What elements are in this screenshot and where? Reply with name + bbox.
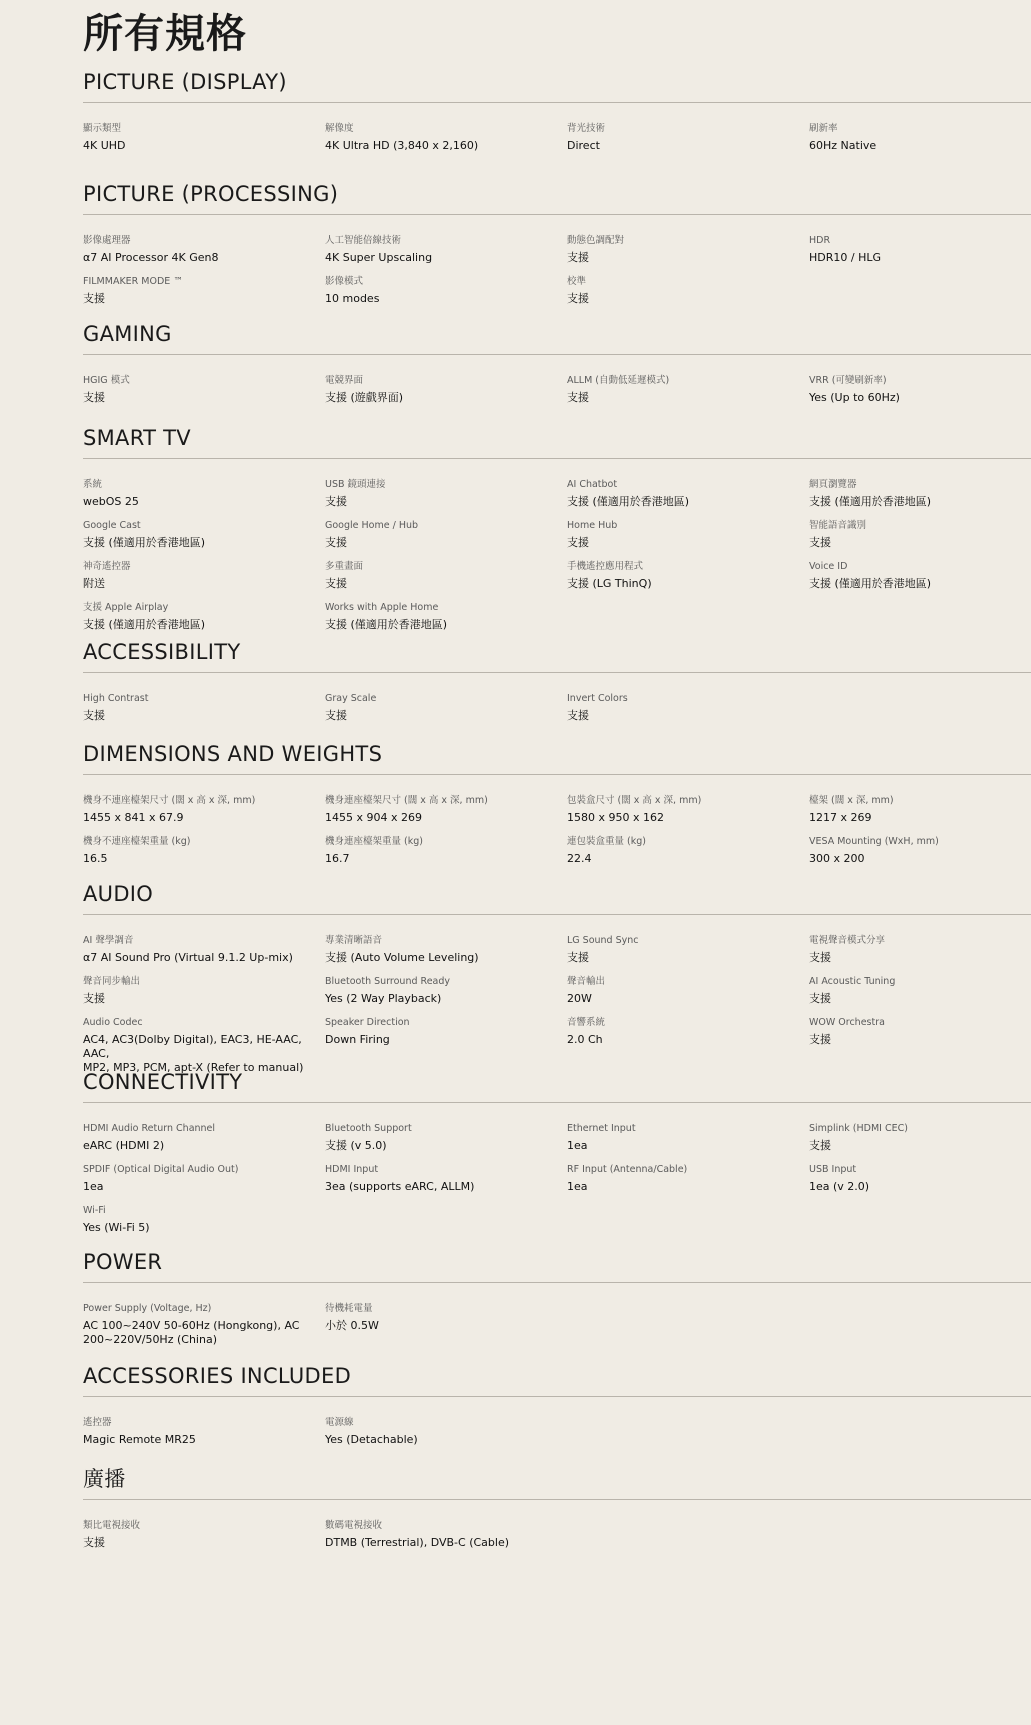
spec-item bbox=[809, 934, 1031, 965]
spec-label: USB 鏡頭連接 bbox=[325, 479, 386, 490]
spec-item bbox=[83, 835, 325, 866]
spec-item bbox=[567, 835, 809, 866]
spec-label: VESA Mounting (WxH, mm) bbox=[809, 836, 939, 847]
spec-label: HDMI Audio Return Channel bbox=[83, 1123, 216, 1134]
spec-item bbox=[325, 794, 567, 825]
spec-item bbox=[325, 1302, 567, 1347]
section-title: GAMING bbox=[83, 322, 172, 346]
spec-value: 支援 bbox=[83, 292, 105, 305]
spec-value: α7 AI Processor 4K Gen8 bbox=[83, 251, 219, 264]
spec-value: Magic Remote MR25 bbox=[83, 1433, 196, 1446]
spec-item bbox=[83, 1302, 325, 1347]
spec-value: 支援 bbox=[567, 951, 589, 964]
spec-value: 4K Super Upscaling bbox=[325, 251, 433, 264]
spec-value: 1ea bbox=[83, 1180, 104, 1193]
spec-value: Yes (Up to 60Hz) bbox=[809, 391, 900, 404]
spec-label: Power Supply (Voltage, Hz) bbox=[83, 1303, 212, 1314]
spec-value: 20W bbox=[567, 992, 592, 1005]
spec-value: 支援 (僅適用於香港地區) bbox=[567, 495, 690, 508]
spec-label: 類比電視接收 bbox=[83, 1520, 141, 1531]
spec-label: 影像模式 bbox=[325, 276, 364, 287]
spec-label: 人工智能倍線技術 bbox=[325, 235, 402, 246]
spec-label: Ethernet Input bbox=[567, 1123, 636, 1134]
spec-item bbox=[325, 835, 567, 866]
spec-value: 3ea (supports eARC, ALLM) bbox=[325, 1180, 475, 1193]
spec-label: 機身不連座檯架尺寸 (闊 x 高 x 深, mm) bbox=[83, 795, 256, 806]
spec-label: Audio Codec bbox=[83, 1017, 143, 1028]
spec-item bbox=[567, 934, 809, 965]
spec-value: 支援 bbox=[83, 1536, 105, 1549]
spec-item bbox=[83, 560, 325, 591]
spec-value: 支援 (僅適用於香港地區) bbox=[809, 495, 932, 508]
spec-item bbox=[83, 374, 325, 405]
spec-item bbox=[809, 975, 1031, 1006]
spec-value: 2.0 Ch bbox=[567, 1033, 603, 1046]
spec-item bbox=[567, 975, 809, 1006]
spec-value: 小於 0.5W bbox=[325, 1319, 379, 1332]
spec-item bbox=[567, 234, 809, 265]
spec-item bbox=[325, 234, 567, 265]
spec-value: 22.4 bbox=[567, 852, 592, 865]
spec-value: 支援 (僅適用於香港地區) bbox=[83, 536, 206, 549]
spec-label: USB Input bbox=[809, 1164, 857, 1175]
spec-item bbox=[325, 1416, 567, 1447]
spec-label: 顯示類型 bbox=[83, 123, 122, 134]
spec-value: 1ea (v 2.0) bbox=[809, 1180, 870, 1193]
spec-value: 支援 bbox=[809, 536, 831, 549]
spec-item bbox=[325, 122, 567, 153]
spec-label: 支援 Apple Airplay bbox=[83, 602, 169, 613]
spec-label: 機身不連座檯架重量 (kg) bbox=[83, 836, 191, 847]
spec-label: Bluetooth Support bbox=[325, 1123, 412, 1134]
spec-label: WOW Orchestra bbox=[809, 1017, 885, 1028]
spec-value: 16.7 bbox=[325, 852, 350, 865]
spec-grid bbox=[83, 1500, 1031, 1560]
spec-section-dimensions-weights bbox=[83, 740, 1031, 876]
spec-label: 聲音輸出 bbox=[567, 976, 606, 987]
spec-value: 支援 (LG ThinQ) bbox=[567, 577, 652, 590]
section-title: CONNECTIVITY bbox=[83, 1070, 243, 1094]
spec-label: 電源線 bbox=[325, 1417, 354, 1428]
spec-label: 待機耗電量 bbox=[325, 1303, 373, 1314]
spec-label: RF Input (Antenna/Cable) bbox=[567, 1164, 688, 1175]
spec-item bbox=[325, 374, 567, 405]
section-title: 廣播 bbox=[83, 1467, 126, 1491]
spec-item bbox=[325, 1163, 567, 1194]
spec-label: 音響系統 bbox=[567, 1017, 606, 1028]
spec-label: ALLM (自動低延遲模式) bbox=[567, 375, 670, 386]
spec-label: 遙控器 bbox=[83, 1417, 112, 1428]
spec-item bbox=[325, 934, 567, 965]
spec-value: 支援 bbox=[567, 709, 589, 722]
spec-value: Yes (2 Way Playback) bbox=[325, 992, 442, 1005]
spec-label: 檯架 (闊 x 深, mm) bbox=[809, 795, 894, 806]
spec-label: 影像處理器 bbox=[83, 235, 131, 246]
spec-value: 1455 x 841 x 67.9 bbox=[83, 811, 184, 824]
section-title: SMART TV bbox=[83, 426, 191, 450]
spec-item bbox=[567, 794, 809, 825]
spec-value: 附送 bbox=[83, 577, 105, 590]
spec-label: Bluetooth Surround Ready bbox=[325, 976, 451, 987]
spec-value: Yes (Detachable) bbox=[325, 1433, 418, 1446]
spec-item bbox=[83, 975, 325, 1006]
spec-value: eARC (HDMI 2) bbox=[83, 1139, 165, 1152]
spec-item bbox=[567, 1016, 809, 1075]
spec-value: 支援 bbox=[325, 577, 347, 590]
spec-label: Voice ID bbox=[809, 561, 848, 572]
spec-label: AI 聲學調音 bbox=[83, 935, 134, 946]
spec-grid bbox=[83, 1283, 1031, 1357]
spec-item bbox=[567, 122, 809, 153]
spec-value: Down Firing bbox=[325, 1033, 390, 1046]
spec-section-broadcast bbox=[83, 1465, 1031, 1560]
spec-value: 4K UHD bbox=[83, 139, 126, 152]
spec-item bbox=[567, 560, 809, 591]
spec-label: AI Acoustic Tuning bbox=[809, 976, 896, 987]
spec-value: 支援 bbox=[567, 251, 589, 264]
spec-section-picture-display bbox=[83, 68, 1031, 163]
spec-item bbox=[83, 1416, 325, 1447]
spec-label: 包裝盒尺寸 (闊 x 高 x 深, mm) bbox=[567, 795, 702, 806]
spec-item bbox=[809, 1163, 1031, 1194]
spec-item bbox=[567, 275, 809, 306]
spec-label: 數碼電視接收 bbox=[325, 1520, 383, 1531]
spec-value: 支援 bbox=[83, 709, 105, 722]
spec-value: 支援 bbox=[567, 292, 589, 305]
spec-section-accessibility bbox=[83, 638, 1031, 733]
spec-value: 支援 bbox=[567, 536, 589, 549]
spec-value: HDR10 / HLG bbox=[809, 251, 882, 264]
spec-label: SPDIF (Optical Digital Audio Out) bbox=[83, 1164, 239, 1175]
spec-value: 1580 x 950 x 162 bbox=[567, 811, 664, 824]
section-title: AUDIO bbox=[83, 882, 154, 906]
spec-label: Speaker Direction bbox=[325, 1017, 410, 1028]
spec-label: 電競界面 bbox=[325, 375, 364, 386]
spec-item bbox=[83, 601, 325, 632]
spec-value: 支援 (僅適用於香港地區) bbox=[83, 618, 206, 631]
section-title: DIMENSIONS AND WEIGHTS bbox=[83, 742, 383, 766]
spec-label: 專業清晰語音 bbox=[325, 935, 383, 946]
spec-item bbox=[567, 374, 809, 405]
spec-item bbox=[567, 1122, 809, 1153]
spec-label: 解像度 bbox=[325, 123, 354, 134]
spec-value: 支援 bbox=[83, 992, 105, 1005]
spec-item bbox=[809, 794, 1031, 825]
spec-value: AC 100~240V 50-60Hz (Hongkong), AC 200~220V/50Hz (China) bbox=[83, 1319, 300, 1346]
spec-value: AC4, AC3(Dolby Digital), EAC3, HE-AAC, AAC, MP2, MP3, PCM, apt-X (Refer to manual) bbox=[83, 1033, 304, 1074]
spec-value: 1455 x 904 x 269 bbox=[325, 811, 422, 824]
spec-label: HDMI Input bbox=[325, 1164, 379, 1175]
spec-item bbox=[325, 692, 567, 723]
spec-item bbox=[567, 478, 809, 509]
spec-item bbox=[325, 601, 567, 632]
spec-value: 支援 bbox=[809, 992, 831, 1005]
spec-label: Google Cast bbox=[83, 520, 141, 531]
spec-item bbox=[809, 1016, 1031, 1075]
spec-item bbox=[83, 1016, 325, 1075]
spec-value: 10 modes bbox=[325, 292, 380, 305]
spec-item bbox=[809, 835, 1031, 866]
spec-label: HGIG 模式 bbox=[83, 375, 130, 386]
spec-value: DTMB (Terrestrial), DVB-C (Cable) bbox=[325, 1536, 510, 1549]
spec-value: 支援 (僅適用於香港地區) bbox=[325, 618, 448, 631]
spec-grid bbox=[83, 1103, 1031, 1245]
section-title: PICTURE (DISPLAY) bbox=[83, 70, 287, 94]
spec-label: Simplink (HDMI CEC) bbox=[809, 1123, 908, 1134]
spec-item bbox=[567, 692, 809, 723]
spec-label: Works with Apple Home bbox=[325, 602, 439, 613]
spec-item bbox=[83, 934, 325, 965]
spec-item bbox=[83, 1122, 325, 1153]
spec-item bbox=[83, 234, 325, 265]
spec-value: 支援 bbox=[567, 391, 589, 404]
spec-label: 刷新率 bbox=[809, 123, 838, 134]
spec-label: 智能語音識別 bbox=[809, 520, 867, 531]
spec-value: 4K Ultra HD (3,840 x 2,160) bbox=[325, 139, 479, 152]
spec-section-connectivity bbox=[83, 1068, 1031, 1245]
spec-value: 支援 (遊戲界面) bbox=[325, 391, 404, 404]
spec-value: 支援 bbox=[809, 951, 831, 964]
section-title: ACCESSORIES INCLUDED bbox=[83, 1364, 352, 1388]
spec-item bbox=[83, 122, 325, 153]
spec-label: 機身連座檯架尺寸 (闊 x 高 x 深, mm) bbox=[325, 795, 488, 806]
spec-item bbox=[83, 1163, 325, 1194]
spec-value: 1ea bbox=[567, 1139, 588, 1152]
spec-label: 神奇遙控器 bbox=[83, 561, 131, 572]
page-title: 所有規格 bbox=[83, 11, 247, 57]
spec-label: Wi-Fi bbox=[83, 1205, 106, 1216]
spec-item bbox=[83, 1204, 325, 1235]
spec-item bbox=[325, 1122, 567, 1153]
section-title: ACCESSIBILITY bbox=[83, 640, 241, 664]
spec-label: 多重畫面 bbox=[325, 561, 364, 572]
spec-label: High Contrast bbox=[83, 693, 149, 704]
spec-section-smart-tv bbox=[83, 424, 1031, 642]
spec-label: 背光技術 bbox=[567, 123, 606, 134]
spec-item bbox=[809, 478, 1031, 509]
spec-value: 300 x 200 bbox=[809, 852, 865, 865]
spec-item bbox=[567, 1163, 809, 1194]
spec-item bbox=[83, 275, 325, 306]
spec-grid bbox=[83, 459, 1031, 642]
spec-value: 1217 x 269 bbox=[809, 811, 872, 824]
spec-section-audio bbox=[83, 880, 1031, 1085]
spec-value: 支援 bbox=[325, 495, 347, 508]
spec-label: AI Chatbot bbox=[567, 479, 618, 490]
spec-label: Home Hub bbox=[567, 520, 618, 531]
spec-value: 16.5 bbox=[83, 852, 108, 865]
spec-value: Yes (Wi-Fi 5) bbox=[83, 1221, 150, 1234]
spec-item bbox=[809, 560, 1031, 591]
spec-value: α7 AI Sound Pro (Virtual 9.1.2 Up-mix) bbox=[83, 951, 293, 964]
spec-value: 支援 bbox=[809, 1139, 831, 1152]
spec-item bbox=[83, 692, 325, 723]
spec-grid bbox=[83, 775, 1031, 876]
spec-item bbox=[809, 234, 1031, 265]
spec-item bbox=[83, 519, 325, 550]
spec-item bbox=[809, 1122, 1031, 1153]
spec-item bbox=[83, 794, 325, 825]
spec-item bbox=[325, 478, 567, 509]
spec-label: Gray Scale bbox=[325, 693, 377, 704]
spec-grid bbox=[83, 915, 1031, 1085]
spec-value: webOS 25 bbox=[83, 495, 139, 508]
spec-label: 連包裝盒重量 (kg) bbox=[567, 836, 646, 847]
spec-grid bbox=[83, 355, 1031, 415]
spec-label: 電視聲音模式分享 bbox=[809, 935, 886, 946]
spec-label: 動態色調配對 bbox=[567, 235, 625, 246]
spec-item bbox=[567, 519, 809, 550]
spec-item bbox=[325, 1016, 567, 1075]
spec-value: 支援 bbox=[83, 391, 105, 404]
spec-section-gaming bbox=[83, 320, 1031, 415]
spec-value: 支援 (Auto Volume Leveling) bbox=[325, 951, 479, 964]
spec-label: Google Home / Hub bbox=[325, 520, 419, 531]
spec-item bbox=[809, 374, 1031, 405]
section-title: PICTURE (PROCESSING) bbox=[83, 182, 339, 206]
spec-grid bbox=[83, 215, 1031, 316]
spec-item bbox=[809, 519, 1031, 550]
spec-label: 手機遙控應用程式 bbox=[567, 561, 644, 572]
spec-section-power bbox=[83, 1248, 1031, 1357]
spec-grid bbox=[83, 673, 1031, 733]
spec-value: 支援 bbox=[325, 709, 347, 722]
spec-label: FILMMAKER MODE ™ bbox=[83, 276, 183, 287]
spec-value: Direct bbox=[567, 139, 600, 152]
spec-item bbox=[809, 122, 1031, 153]
spec-label: 聲音同步輸出 bbox=[83, 976, 141, 987]
spec-item bbox=[83, 478, 325, 509]
section-title: POWER bbox=[83, 1250, 163, 1274]
spec-label: 系統 bbox=[83, 479, 103, 490]
spec-value: 1ea bbox=[567, 1180, 588, 1193]
spec-label: 機身連座檯架重量 (kg) bbox=[325, 836, 423, 847]
spec-value: 支援 (僅適用於香港地區) bbox=[809, 577, 932, 590]
spec-value: 支援 bbox=[325, 536, 347, 549]
spec-grid bbox=[83, 1397, 1031, 1457]
spec-value: 支援 bbox=[809, 1033, 831, 1046]
spec-grid bbox=[83, 103, 1031, 163]
spec-item bbox=[325, 1519, 567, 1550]
spec-value: 60Hz Native bbox=[809, 139, 877, 152]
spec-label: VRR (可變刷新率) bbox=[809, 375, 887, 386]
spec-label: LG Sound Sync bbox=[567, 935, 639, 946]
spec-item bbox=[83, 1519, 325, 1550]
spec-item bbox=[325, 275, 567, 306]
spec-item bbox=[325, 560, 567, 591]
spec-label: 網頁瀏覽器 bbox=[809, 479, 857, 490]
spec-item bbox=[325, 975, 567, 1006]
spec-section-picture-processing bbox=[83, 180, 1031, 316]
spec-label: HDR bbox=[809, 235, 831, 246]
spec-item bbox=[325, 519, 567, 550]
spec-value: 支援 (v 5.0) bbox=[325, 1139, 387, 1152]
spec-label: 校準 bbox=[567, 276, 587, 287]
spec-label: Invert Colors bbox=[567, 693, 628, 704]
spec-section-accessories bbox=[83, 1362, 1031, 1457]
